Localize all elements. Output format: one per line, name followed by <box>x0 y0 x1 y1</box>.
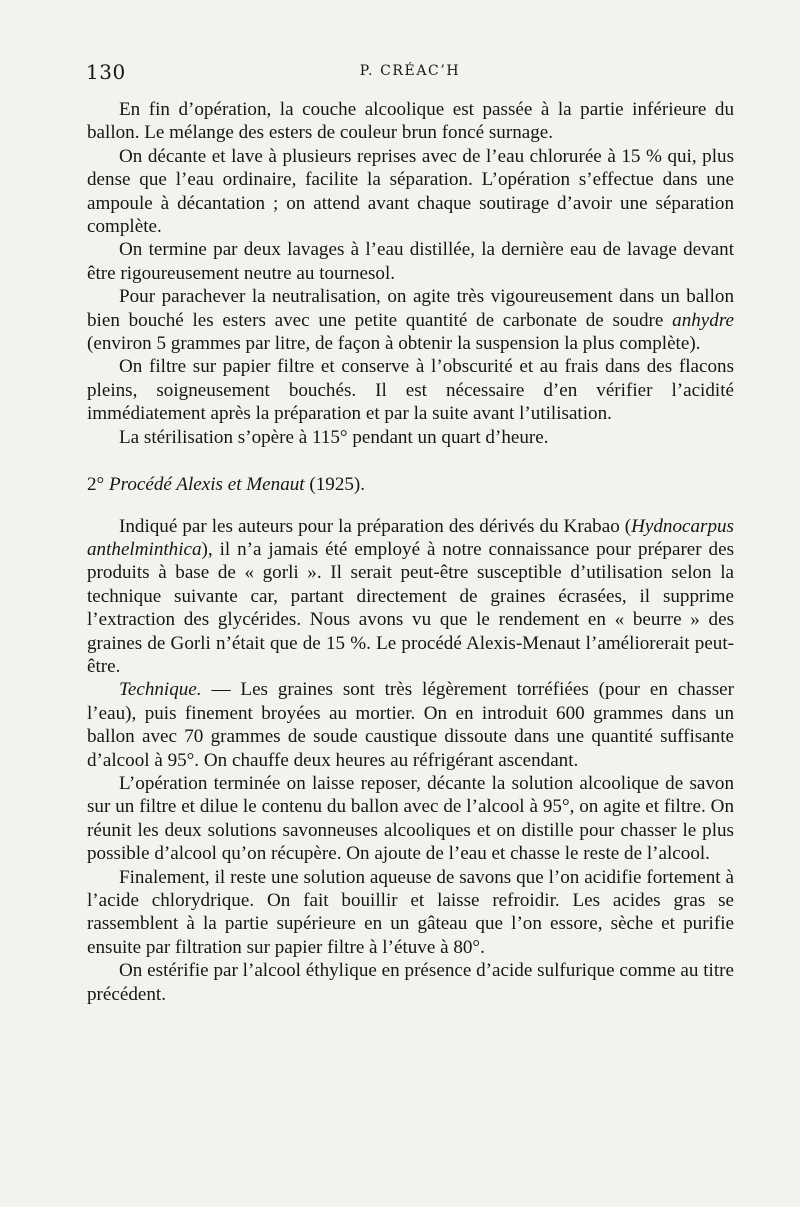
running-head: P. CRÉAC’H <box>359 63 461 79</box>
technique-lead: Technique. <box>119 679 202 701</box>
paragraph <box>87 678 734 772</box>
paragraph-text: ), il n’a jamais été employé à notre connaissance pour préparer des produits à base de « gorli ». Il serait peut-être susceptible d’utilisation selon la technique suivante car, partant directement de graines écrasées, il supprime l’extraction des glycérides. Nous avons vu que le rendement en « beurre » des graines de Gorli n’était que de 15 %. Le procédé Alexis-Menaut l’améliorerait peut-être. <box>87 538 734 677</box>
paragraph: On termine par deux lavages à l’eau distillée, la dernière eau de lavage devant être rigoureusement neutre au tournesol. <box>87 239 734 284</box>
paragraph: Finalement, il reste une solution aqueuse de savons que l’on acidifie fortement à l’acide chlorydrique. On fait bouillir et laisse refroidir. Les acides gras se rassemblent à la partie supérieure en un gâteau que l’on essore, sèche et purifie ensuite par filtration sur papier filtre à l’étuve à 80°. <box>87 866 734 958</box>
section-heading <box>87 473 734 496</box>
page-number: 130 <box>86 60 126 84</box>
section-number: 2° <box>87 474 105 496</box>
paragraph <box>87 515 734 679</box>
paragraph-text: (environ 5 grammes par litre, de façon à obtenir la suspension la plus complète). <box>87 333 701 355</box>
paragraph-text: Pour parachever la neutralisation, on agite très vigoureusement dans un ballon bien bouché les esters avec une petite quantité de carbonate de soudre <box>87 286 734 331</box>
section-title: Procédé Alexis et Menaut <box>108 474 305 496</box>
paragraph: La stérilisation s’opère à 115° pendant un quart d’heure. <box>119 426 549 448</box>
paragraph: On estérifie par l’alcool éthylique en présence d’acide sulfurique comme au titre précédent. <box>87 960 734 1005</box>
emphasis: anhydre <box>672 309 735 331</box>
emphasis: Hydnocarpus anthelminthica <box>87 515 734 560</box>
paragraph-text: — Les graines sont très légèrement torréfiées (pour en chasser l’eau), puis finement broyées au mortier. On en introduit 600 grammes dans un ballon avec 70 grammes de soude caustique dissoute dans une quantité suffisante d’alcool à 95°. On chauffe deux heures au réfrigérant ascendant. <box>87 679 734 771</box>
paragraph-text: Indiqué par les auteurs pour la préparation des dérivés du Krabao ( <box>119 515 632 537</box>
section-year: (1925). <box>309 474 366 496</box>
paragraph <box>87 285 734 355</box>
paragraph: L’opération terminée on laisse reposer, décante la solution alcoolique de savon sur un filtre et dilue le contenu du ballon avec de l’alcool à 95°, on agite et filtre. On réunit les deux solutions savonneuses alcooliques et on distille pour chasser le plus possible d’alcool qu’on récupère. On ajoute de l’eau et chasse le reste de l’alcool. <box>87 772 734 865</box>
paragraph: On filtre sur papier filtre et conserve à l’obscurité et au frais dans des flacons pleins, soigneusement bouchés. Il est nécessaire d’en vérifier l’acidité immédiatement après la préparation et par la suite avant l’utilisation. <box>87 356 734 425</box>
paragraph: On décante et lave à plusieurs reprises avec de l’eau chlorurée à 15 % qui, plus dense que l’eau ordinaire, facilite la séparation. L’opération s’effectue dans une ampoule à décantation ; on attend avant chaque soutirage d’avoir une séparation complète. <box>87 145 734 238</box>
body-text <box>87 98 734 1006</box>
page-header <box>86 60 734 84</box>
paragraph: En fin d’opération, la couche alcoolique est passée à la partie inférieure du ballon. Le mélange des esters de couleur brun foncé surnage. <box>87 99 734 144</box>
